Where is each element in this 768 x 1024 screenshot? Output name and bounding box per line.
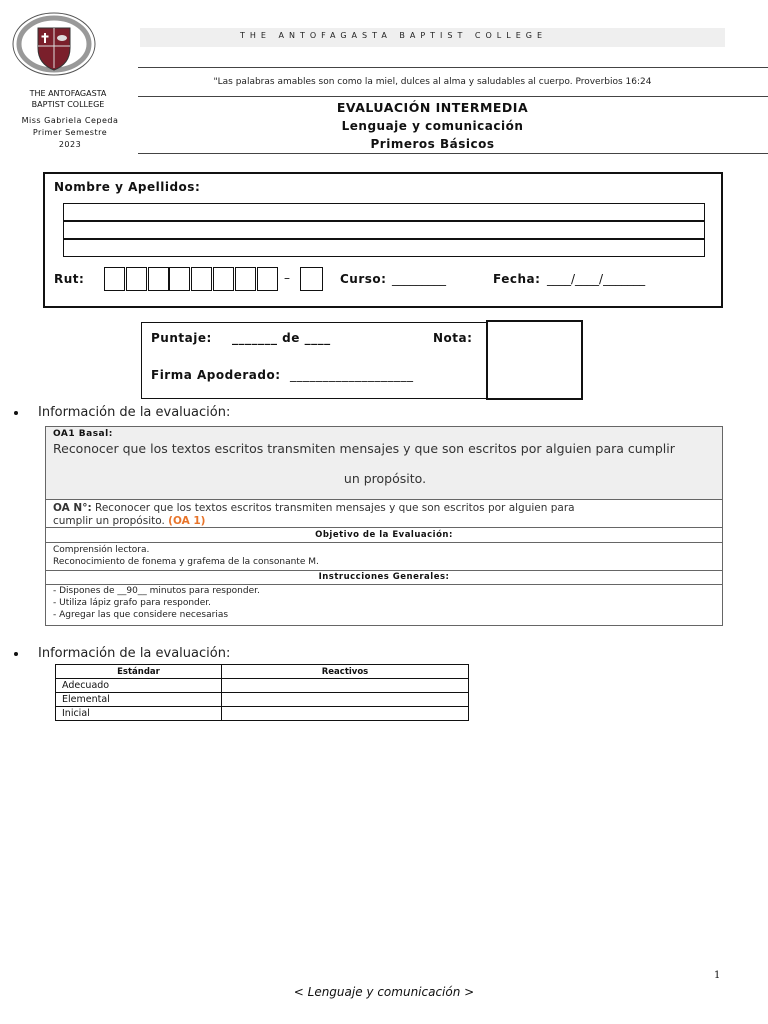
puntaje-label: Puntaje: — [151, 331, 212, 345]
standards-table — [55, 664, 469, 721]
oa-n-tag: (OA 1) — [168, 515, 206, 527]
section1-heading — [14, 405, 230, 420]
oa-n-text-end: cumplir un propósito. — [53, 515, 165, 527]
oa-n-text: Reconocer que los textos escritos transmiten mensajes y que son escritos por alguien para — [95, 502, 575, 514]
name-field-line-2[interactable] — [63, 221, 705, 239]
page-number: 1 — [714, 970, 721, 981]
semester: Primer Semestre — [32, 128, 108, 137]
teacher-info — [14, 115, 126, 151]
name-field-line-1[interactable] — [63, 203, 705, 221]
table-row — [56, 693, 469, 707]
oa-basal-text-end: un propósito. — [343, 471, 427, 486]
table-header-row — [56, 665, 469, 679]
bullet-icon — [14, 411, 18, 415]
rut-label: Rut: — [54, 272, 85, 286]
rut-digit-cell[interactable] — [213, 267, 234, 291]
subject-title: Lenguaje y comunicación — [341, 119, 524, 133]
rut-digit-cell[interactable] — [257, 267, 278, 291]
firma-label: Firma Apoderado: — [151, 368, 281, 382]
table-row — [56, 707, 469, 721]
header-rule-mid — [138, 96, 768, 97]
header-rule-top — [138, 67, 768, 68]
curso-label: Curso: — [340, 272, 387, 286]
name-field-line-3[interactable] — [63, 239, 705, 257]
oa-n-label: OA N°: — [53, 502, 92, 514]
col-items: Reactivos — [222, 665, 469, 679]
fecha-label: Fecha: — [493, 272, 541, 286]
standard-cell: Inicial — [56, 707, 222, 721]
rut-digit-cell[interactable] — [235, 267, 256, 291]
footer-text: < Lenguaje y comunicación > — [293, 985, 475, 999]
year: 2023 — [58, 140, 82, 149]
page-title: EVALUACIÓN INTERMEDIA — [336, 100, 529, 115]
table-row — [56, 679, 469, 693]
oa-basal-row — [46, 427, 722, 500]
rut-digit-cell[interactable] — [104, 267, 125, 291]
name-label: Nombre y Apellidos: — [54, 180, 201, 194]
oa-basal-text: Reconocer que los textos escritos transmiten mensajes y que son escritos por alguien para cumplir — [53, 441, 675, 456]
items-cell[interactable] — [222, 707, 469, 721]
oa-basal-label: OA1 Basal: — [53, 429, 113, 439]
instruction-item: - Utiliza lápiz grafo para responder. — [53, 598, 212, 608]
rut-check-digit-cell[interactable] — [300, 267, 323, 291]
items-cell[interactable] — [222, 693, 469, 707]
rut-digit-cell[interactable] — [191, 267, 212, 291]
teacher-name: Miss Gabriela Cepeda — [21, 116, 119, 125]
rut-digit-cell[interactable] — [148, 267, 169, 291]
nota-label: Nota: — [433, 331, 473, 345]
grade-title: Primeros Básicos — [370, 137, 495, 151]
section2-heading — [14, 646, 230, 661]
objective-item: Comprensión lectora. — [53, 545, 150, 555]
header-rule-bottom — [138, 153, 768, 154]
firma-field[interactable]: ___________________ — [290, 368, 414, 382]
fecha-field[interactable]: ____/____/_______ — [547, 272, 646, 286]
instruction-item: - Agregar las que considere necesarias — [53, 610, 229, 620]
school-name-line2: BAPTIST COLLEGE — [31, 100, 105, 109]
curso-field[interactable]: _________ — [392, 272, 446, 286]
nota-field-box[interactable] — [486, 320, 583, 400]
standard-cell: Elemental — [56, 693, 222, 707]
college-banner-text: THE ANTOFAGASTA BAPTIST COLLEGE — [240, 31, 548, 40]
items-cell[interactable] — [222, 679, 469, 693]
oa-n-line2 — [53, 515, 206, 527]
oa-n-line1 — [53, 502, 713, 514]
school-name — [18, 88, 118, 110]
section2-heading-text: Información de la evaluación: — [38, 646, 231, 661]
oa-n-row — [46, 500, 722, 528]
objective-header: Objetivo de la Evaluación: — [46, 528, 722, 543]
quote: "Las palabras amables son como la miel, dulces al alma y saludables al cuerpo. Proverbios 16:24 — [213, 77, 652, 87]
puntaje-field[interactable]: _______ de ____ — [232, 331, 331, 345]
evaluation-info-table — [45, 426, 723, 626]
rut-field[interactable] — [104, 267, 278, 291]
instructions-cell — [46, 585, 722, 625]
objectives-cell — [46, 543, 722, 571]
rut-dash: – — [284, 271, 290, 285]
instructions-header: Instrucciones Generales: — [46, 571, 722, 585]
section1-heading-text: Información de la evaluación: — [38, 405, 231, 420]
standard-cell: Adecuado — [56, 679, 222, 693]
school-crest-logo — [12, 12, 96, 76]
col-standard: Estándar — [56, 665, 222, 679]
rut-digit-cell[interactable] — [126, 267, 147, 291]
bullet-icon — [14, 652, 18, 656]
objective-item: Reconocimiento de fonema y grafema de la consonante M. — [53, 557, 319, 567]
school-name-line1: THE ANTOFAGASTA — [29, 89, 107, 98]
instruction-item: - Dispones de __90__ minutos para responder. — [53, 586, 260, 596]
college-banner — [140, 28, 725, 47]
rut-digit-cell[interactable] — [169, 267, 190, 291]
